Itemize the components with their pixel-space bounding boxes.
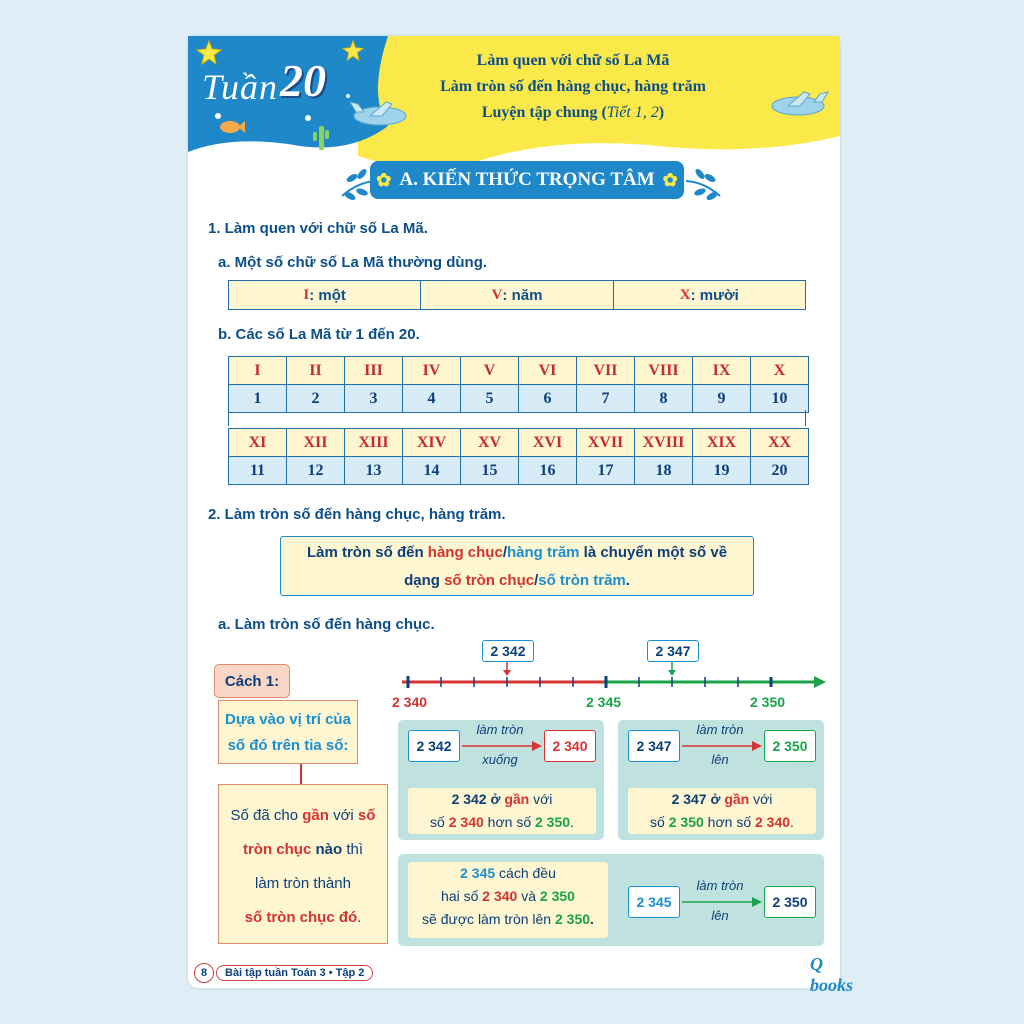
leaf-branch-icon xyxy=(684,156,724,206)
flower-icon: ✿ xyxy=(662,169,678,190)
number-cell: 8 xyxy=(635,385,693,413)
example-mid-from: 2 345 xyxy=(628,886,680,918)
numeral-one: I : một xyxy=(229,281,421,309)
number-cell: 9 xyxy=(693,385,751,413)
example-mid-to: 2 350 xyxy=(764,886,816,918)
week-number: 20 xyxy=(280,55,326,106)
number-cell: 18 xyxy=(635,457,693,485)
header-titles xyxy=(428,48,718,126)
airplane-icon xyxy=(766,88,832,124)
part1-sub-b: b. Các số La Mã từ 1 đến 20. xyxy=(218,326,420,343)
numeral-ten: X : mười xyxy=(679,286,739,304)
number-cell: 13 xyxy=(345,457,403,485)
arrow-label-bottom: lên xyxy=(711,752,729,767)
roman-cell: XIII xyxy=(345,429,403,457)
part2-heading: 2. Làm tròn số đến hàng chục, hàng trăm. xyxy=(208,506,506,523)
example-right-to: 2 350 xyxy=(764,730,816,762)
number-cell: 12 xyxy=(287,457,345,485)
example-left-to: 2 340 xyxy=(544,730,596,762)
header-line-3: Luyện tập chung (Tiết 1, 2) xyxy=(481,104,665,121)
roman-cell: II xyxy=(287,357,345,385)
fish-icon xyxy=(218,118,246,136)
roman-cell: III xyxy=(345,357,403,385)
roman-cell: XVI xyxy=(519,429,577,457)
roman-row xyxy=(229,429,809,457)
number-cell: 19 xyxy=(693,457,751,485)
roman-table-1-10 xyxy=(228,356,809,413)
common-numerals-box xyxy=(228,280,806,310)
roman-cell: VII xyxy=(577,357,635,385)
flower-icon: ✿ xyxy=(376,169,392,190)
airplane-icon xyxy=(348,98,414,134)
arrow-label-top: làm tròn xyxy=(476,722,524,737)
page-number: 8 xyxy=(194,963,214,983)
number-cell: 1 xyxy=(229,385,287,413)
number-cell: 10 xyxy=(751,385,809,413)
number-cell: 15 xyxy=(461,457,519,485)
number-cell: 17 xyxy=(577,457,635,485)
part1-heading: 1. Làm quen với chữ số La Mã. xyxy=(208,220,428,237)
roman-cell: XI xyxy=(229,429,287,457)
roman-cell: XV xyxy=(461,429,519,457)
workbook-page xyxy=(188,36,854,995)
tick-label-2345: 2 345 xyxy=(586,694,622,710)
roman-table-11-20 xyxy=(228,428,809,485)
section-a-banner xyxy=(370,161,684,199)
roman-cell: I xyxy=(229,357,287,385)
book-title: Bài tập tuần Toán 3 • Tập 2 xyxy=(216,965,373,981)
week-label: Tuần xyxy=(202,67,279,107)
number-cell: 6 xyxy=(519,385,577,413)
roman-cell: IV xyxy=(403,357,461,385)
roman-cell: VIII xyxy=(635,357,693,385)
roman-row xyxy=(229,357,809,385)
roman-cell: IX xyxy=(693,357,751,385)
arrow-label-top: làm tròn xyxy=(696,878,744,893)
number-cell: 20 xyxy=(751,457,809,485)
number-cell: 14 xyxy=(403,457,461,485)
example-left-note: 2 342 ở gần với số 2 340 hơn số 2 350. xyxy=(408,788,596,834)
number-cell: 2 xyxy=(287,385,345,413)
number-cell: 5 xyxy=(461,385,519,413)
roman-cell: V xyxy=(461,357,519,385)
method-label: Cách 1: xyxy=(214,664,290,698)
star-icon xyxy=(342,40,364,62)
cactus-icon xyxy=(310,124,332,150)
roman-cell: XVII xyxy=(577,429,635,457)
roman-cell: XIX xyxy=(693,429,751,457)
roman-cell: VI xyxy=(519,357,577,385)
roman-cell: XX xyxy=(751,429,809,457)
example-right-from: 2 347 xyxy=(628,730,680,762)
number-cell: 4 xyxy=(403,385,461,413)
roman-cell: XII xyxy=(287,429,345,457)
star-icon xyxy=(196,40,222,66)
tick-label-2340: 2 340 xyxy=(392,694,428,710)
marker-2347: 2 347 xyxy=(647,640,699,662)
number-cell: 11 xyxy=(229,457,287,485)
number-cell: 16 xyxy=(519,457,577,485)
marker-2342: 2 342 xyxy=(482,640,534,662)
arrow-label-top: làm tròn xyxy=(696,722,744,737)
arrow-label-bottom: xuống xyxy=(482,752,518,767)
method-basis-box: Dựa vào vị trí của số đó trên tia số: xyxy=(218,700,358,764)
example-mid-note: 2 345 cách đều hai số 2 340 và 2 350 sẽ được làm tròn lên 2 350. xyxy=(408,862,608,938)
part1-sub-a: a. Một số chữ số La Mã thường dùng. xyxy=(218,254,488,271)
header-line-2: Làm tròn số đến hàng chục, hàng trăm xyxy=(440,78,706,95)
tick-label-2350: 2 350 xyxy=(750,694,786,710)
method-rule-box: Số đã cho gần với số tròn chục nào thì làm tròn thành số tròn chục đó. xyxy=(218,784,388,944)
number-row xyxy=(229,457,809,485)
roman-cell: XVIII xyxy=(635,429,693,457)
example-left-from: 2 342 xyxy=(408,730,460,762)
number-cell: 3 xyxy=(345,385,403,413)
roman-cell: X xyxy=(751,357,809,385)
roman-cell: XIV xyxy=(403,429,461,457)
header-line-1: Làm quen với chữ số La Mã xyxy=(476,52,670,69)
arrow-label-bottom: lên xyxy=(711,908,729,923)
table-spacer xyxy=(228,410,806,426)
example-right-note: 2 347 ở gần với số 2 350 hơn số 2 340. xyxy=(628,788,816,834)
connector xyxy=(300,764,302,784)
numeral-five: V : năm xyxy=(421,281,613,309)
number-row xyxy=(229,385,809,413)
definition-box: Làm tròn số đến hàng chục/hàng trăm là chuyển một số về dạng số tròn chục/số tròn trăm. xyxy=(280,536,754,596)
number-cell: 7 xyxy=(577,385,635,413)
section-a-title: A. KIẾN THỨC TRỌNG TÂM xyxy=(399,169,655,190)
publisher-logo: Q books xyxy=(810,954,854,995)
footer xyxy=(194,962,373,984)
part2-sub-a: a. Làm tròn số đến hàng chục. xyxy=(218,616,435,633)
